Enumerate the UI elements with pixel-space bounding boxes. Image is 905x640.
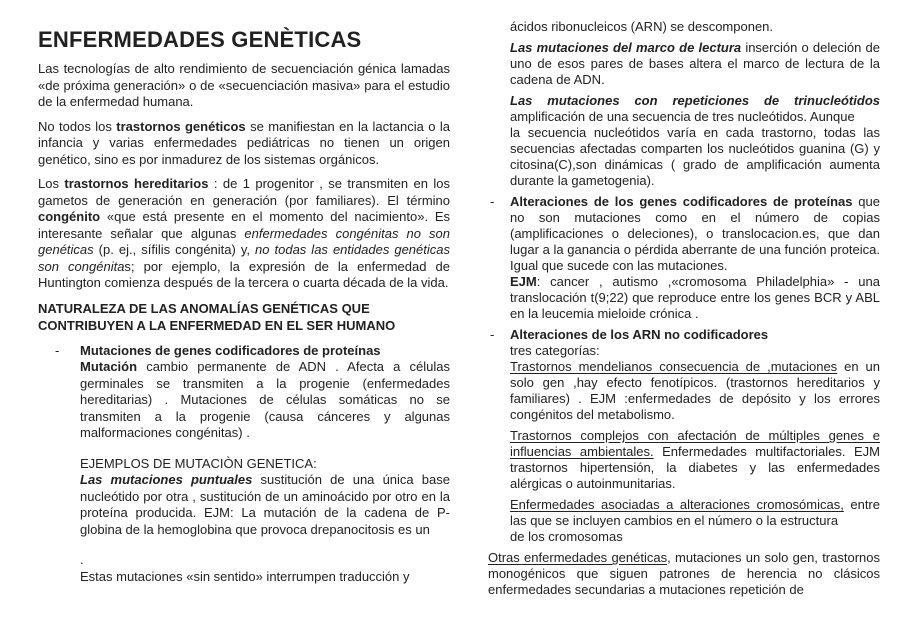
text-run: Mutaciones de genes codificadores de proteínas	[80, 342, 381, 358]
bullet-marker: -	[490, 327, 495, 342]
text-run: amplificación de una secuencia de tres nucleótidos. Aunque	[510, 109, 855, 124]
bullet-content	[510, 327, 880, 343]
paragraph-otras-enfermedades	[488, 550, 880, 598]
text-run: Enfermedades asociadas a alteraciones cromosómicas,	[510, 497, 844, 512]
bullet-content	[80, 343, 450, 442]
text-run: Alteraciones de los genes codificadores de proteínas	[510, 194, 853, 209]
text-run: EJM	[510, 274, 537, 289]
paragraph-arn-descomponen	[510, 19, 880, 35]
text-run: s; por ejemplo, la expresión de la enfermedad de Huntington comienza después de la tercera o cuarta década de la vida.	[38, 258, 450, 290]
text-run: congénito	[38, 209, 101, 224]
paragraph-mutaciones-puntuales	[80, 472, 450, 538]
paragraph-trinucleotidos	[510, 93, 880, 189]
text-run: «que está presente en el momento del nacimiento». Es interesante señalar que algunas	[38, 209, 450, 241]
bullet-mutaciones-codificadores	[38, 343, 450, 442]
paragraph-period	[80, 552, 450, 569]
text-run: NATURALEZA DE LAS ANOMALÍAS GENÉTICAS QUE CONTRIBUYEN A LA ENFERMEDAD EN EL SER HUMANO	[38, 300, 396, 333]
text-run: se manifiestan en la lactancia o la infancia y varias enfermedades pediátricas no tienen un origen genético, sino es por inmadurez de los sistemas orgánicos.	[38, 118, 450, 167]
bullet-alteraciones-arn	[488, 327, 880, 343]
text-run: Enfermedades multifactoriales. EJM trastornos hipertensión, la diabetes y las enfermedades alérgicas o autoinmunitarias.	[510, 444, 880, 491]
text-run: , mutaciones un solo gen, trastornos monogénicos que siguen patrones de herencia no clásicos enfermedades secundarias a mutaciones repetición de	[488, 550, 880, 597]
text-run: : cancer , autismo ,«cromosoma Philadelphia» - una translocación t(9;22) que reproduce entre los genes BCR y ABL en la leucemia mieloide crónica .	[510, 274, 880, 321]
paragraph-intro	[38, 61, 450, 111]
text-run: Trastornos complejos con afectación de múltiples genes e influencias ambientales.	[510, 428, 880, 459]
paragraph-tres-categorias	[510, 343, 880, 359]
text-run: Otras enfermedades genéticas	[488, 550, 668, 565]
text-run: tres categorías:	[510, 343, 600, 358]
paragraph-trastornos-mendelianos	[510, 359, 880, 423]
bullet-alteraciones-genes	[488, 194, 880, 322]
text-run: Las mutaciones del marco de lectura	[510, 40, 742, 55]
text-run: ENFERMEDADES GENÈTICAS	[38, 27, 362, 52]
text-run: Trastornos mendelianos consecuencia de ,mutaciones	[510, 359, 838, 374]
text-run: Los	[38, 176, 65, 191]
text-run: : de 1 progenitor , se transmiten en los gametos de generación en generación (por familiares). El término	[38, 176, 450, 208]
section-heading	[38, 300, 450, 335]
text-run: trastornos hereditarios	[64, 176, 209, 191]
paragraph-enfermedades-cromosomicas	[510, 497, 880, 545]
paragraph-trastornos-complejos	[510, 428, 880, 492]
paragraph-trastornos-geneticos	[38, 119, 450, 169]
bullet-content	[510, 194, 880, 322]
bullet-marker: -	[55, 342, 60, 358]
text-run: Alteraciones de los ARN no codificadores	[510, 327, 769, 342]
paragraph-ejemplos-heading	[80, 456, 450, 473]
text-run: Las tecnologías de alto rendimiento de secuenciación génica lamadas «de próxima generación» o de «secuenciación masiva» para el estudio de la enfermedad humana.	[38, 61, 450, 109]
text-run: no todas las entidades genéticas son congénita	[38, 242, 450, 274]
text-run: la secuencia nucleótidos varía en cada trastorno, todas las secuencias afectadas comparten los nucleótidos guanina (G) y citosina(C),son dinámicas ( grado de amplificación aumenta durante la gametogenia).	[510, 125, 880, 188]
paragraph-marco-lectura	[510, 40, 880, 88]
text-run: que no son mutaciones como en el número de copias (amplificaciones o deleciones), o translocacion.es, que dan lugar a la ganancia o pérdida aberrante de una función proteica. Igual que sucede con las mutaciones.	[510, 194, 880, 273]
paragraph-trastornos-hereditarios	[38, 176, 450, 292]
text-run: entre las que se incluyen cambios en el número o la estructura	[510, 497, 880, 528]
text-run: Las mutaciones con repeticiones de trinucleótidos	[510, 93, 880, 108]
text-run: de los cromosomas	[510, 529, 623, 544]
text-run: cambio permanente de ADN . Afecta a células germinales se transmiten a la progenie (enfermedades hereditarias) . Mutaciones de células somáticas no se transmiten a la progenie (causa cánceres y algunas malformaciones congénitas) .	[80, 359, 450, 440]
document-title	[38, 27, 450, 53]
right-column	[488, 0, 880, 598]
left-column	[38, 0, 450, 585]
text-run: inserción o deleción de uno de esos pares de bases altera el marco de lectura de la cadena de ADN.	[510, 40, 880, 87]
text-run: enfermedades congénitas no son genéticas	[38, 225, 450, 257]
bullet-marker: -	[490, 194, 495, 209]
paragraph-sin-sentido	[80, 569, 450, 586]
text-run: (p. ej., sífilis congénita) y,	[93, 242, 256, 257]
text-run: Estas mutaciones «sin sentido» interrumpen traducción y	[80, 568, 410, 584]
text-run: trastornos genéticos	[116, 118, 246, 134]
text-run: ácidos ribonucleicos (ARN) se descomponen.	[510, 19, 774, 34]
text-run: .	[80, 552, 84, 567]
text-run: No todos los	[38, 118, 117, 134]
text-run: Mutación	[80, 359, 138, 374]
text-run: EJEMPLOS DE MUTACIÒN GENETICA:	[80, 455, 317, 471]
text-run: en un solo gen ,hay efecto fenotípicos. (trastornos hereditarios y familiares) . EJM :enfermedades de depósito y los errores congénitos del metabolismo.	[510, 359, 880, 422]
text-run: sustitución de una única base nucleótido por otra , sustitución de un aminoácido por otro en la proteína producida. EJM: La mutación de la cadena de P-globina de la hemoglobina que provoca drepanocitosis es un	[80, 472, 450, 537]
text-run: Las mutaciones puntuales	[80, 472, 253, 487]
